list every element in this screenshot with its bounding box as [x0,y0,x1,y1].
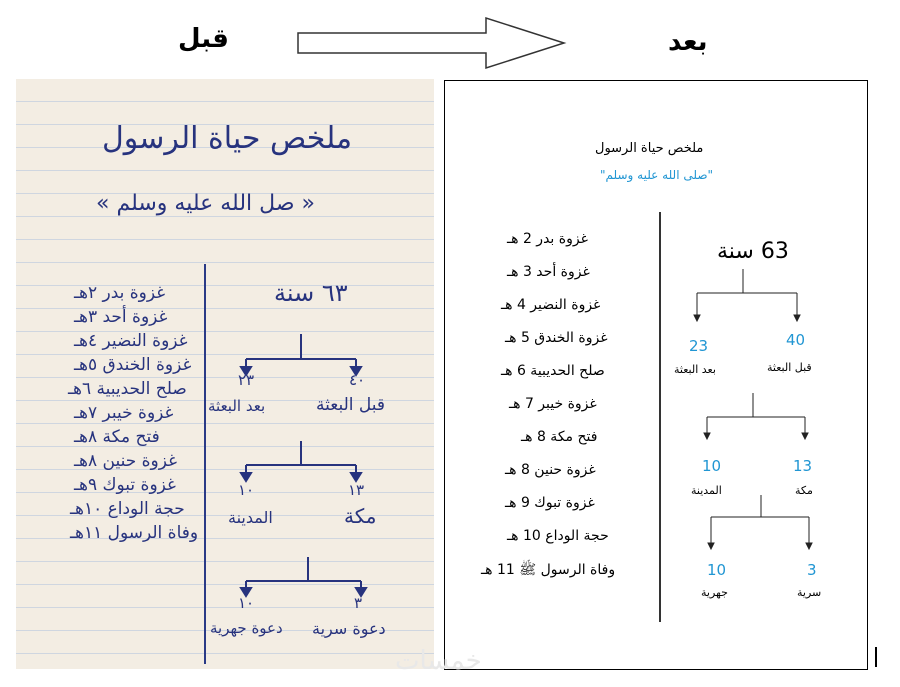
doc-event: غزوة أحد 3 هـ [507,264,590,280]
notes-after-mission-label: بعد البعثة [208,397,266,415]
notes-public-label: دعوة جهرية [210,619,283,637]
doc-event: غزوة النضير 4 هـ [501,297,601,313]
doc-makkah-value: 13 [793,457,813,475]
doc-event: غزوة حنين 8 هـ [505,462,596,478]
doc-public-value: 10 [707,561,727,579]
doc-after-mission-value: 23 [689,337,709,355]
edge-mark [875,647,877,667]
after-label: بعد [668,27,708,57]
doc-after-mission-label: بعد البعثة [674,363,716,376]
doc-before-mission-label: قبل البعثة [767,361,812,374]
notes-after-mission-value: ٢٣ [238,371,255,389]
doc-tree-lines [445,81,867,669]
notes-before-mission-value: ٤٠ [349,371,366,389]
doc-event: غزوة تبوك 9 هـ [505,495,595,511]
doc-makkah-label: مكة [795,484,813,497]
doc-event: غزوة خيبر 7 هـ [509,396,597,412]
notes-event: غزوة أحد ٣هـ [74,307,168,327]
notes-subtitle: « صل الله عليه وسلم » [96,191,315,216]
doc-event: وفاة الرسول ﷺ 11 هـ [481,562,616,578]
doc-madinah-value: 10 [702,457,722,475]
notes-event: غزوة تبوك ٩هـ [74,475,176,495]
doc-years: 63 سنة [717,239,789,264]
notes-years: ٦٣ سنة [274,279,348,307]
doc-event: صلح الحديبية 6 هـ [501,363,605,379]
notes-event: غزوة بدر ٢هـ [74,283,166,303]
notes-event: فتح مكة ٨هـ [74,427,160,447]
notes-event: صلح الحديبية ٦هـ [68,379,187,399]
doc-secret-value: 3 [807,561,817,579]
notes-makkah-value: ١٣ [348,481,365,499]
doc-event: فتح مكة 8 هـ [521,429,598,445]
doc-subtitle: "صلى الله عليه وسلم" [600,168,714,182]
notes-makkah-label: مكة [344,504,377,528]
doc-secret-label: سرية [797,586,822,599]
notes-event: حجة الوداع ١٠هـ [70,499,185,519]
handwritten-notes-photo [16,79,434,669]
doc-event: غزوة بدر 2 هـ [507,231,588,247]
notes-event: غزوة حنين ٨هـ [74,451,177,471]
doc-title: ملخص حياة الرسول [595,141,704,156]
notes-public-value: ١٠ [238,594,255,612]
doc-event: حجة الوداع 10 هـ [507,528,609,544]
doc-public-label: جهرية [701,586,728,599]
doc-before-mission-value: 40 [786,331,806,349]
watermark-logo: خمسات [395,646,482,676]
notes-event: وفاة الرسول ١١هـ [70,523,199,543]
notes-event: غزوة خيبر ٧هـ [74,403,174,423]
notes-event: غزوة الخندق ٥هـ [74,355,192,375]
doc-event: غزوة الخندق 5 هـ [505,330,608,346]
notes-madinah-label: المدينة [228,508,273,527]
notes-tree-lines [16,79,434,669]
notes-secret-label: دعوة سرية [312,619,386,638]
notes-before-mission-label: قبل البعثة [316,395,386,415]
notes-secret-value: ٣ [354,594,363,612]
notes-event: غزوة النضير ٤هـ [74,331,188,351]
right-arrow-icon [296,16,568,70]
doc-madinah-label: المدينة [691,484,722,497]
notes-madinah-value: ١٠ [238,481,255,499]
typed-document [444,80,868,670]
notes-title: ملخص حياة الرسول [102,121,353,156]
before-label: قبل [178,24,229,54]
